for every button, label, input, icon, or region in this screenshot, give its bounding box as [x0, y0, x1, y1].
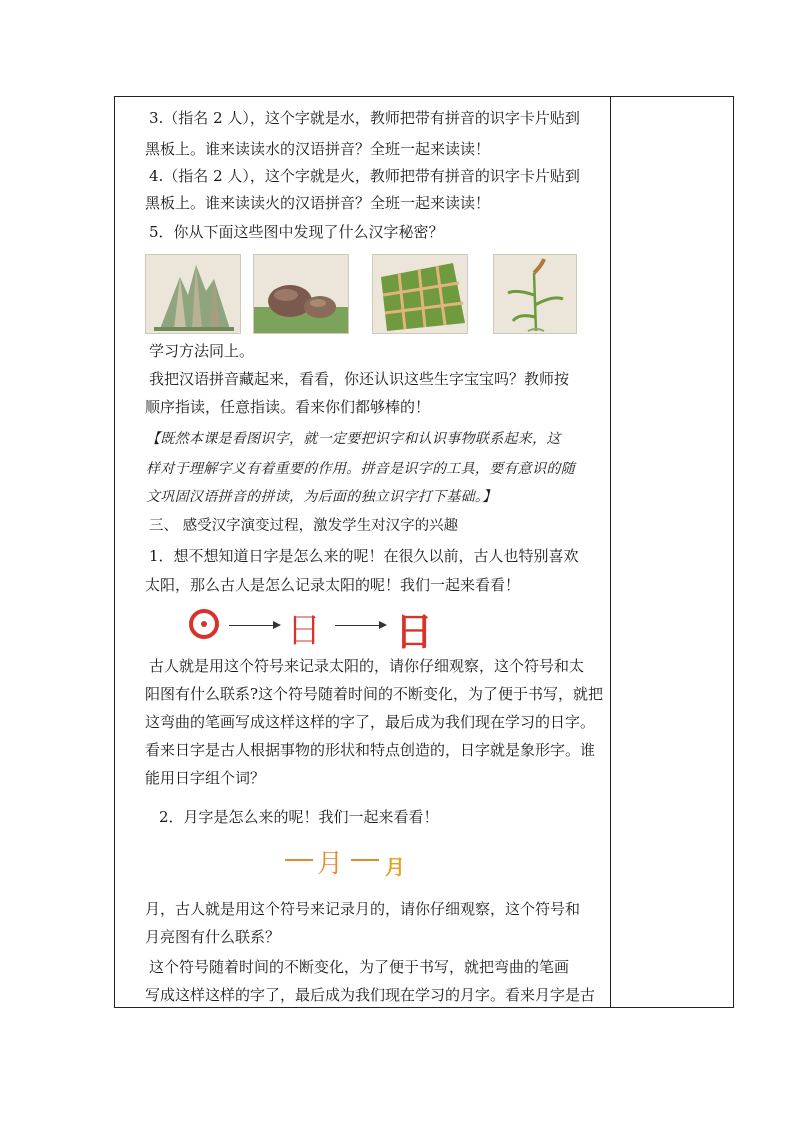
paragraph-4-line2: 黑板上。谁来读读火的汉语拼音？全班一起来读读！	[145, 194, 491, 212]
sun-observe-line2: 阳图有什么联系?这个符号随着时间的不断变化，为了便于书写，就把	[145, 685, 604, 703]
arrow-1	[229, 625, 275, 626]
grain-picture	[493, 254, 577, 334]
sun-modern-char: 日	[395, 610, 434, 654]
sun-observe-line1: 古人就是用这个符号来记录太阳的，请你仔细观察，这个符号和太	[149, 657, 585, 675]
section-3-heading: 三、 感受汉字演变过程，激发学生对汉字的兴趣	[149, 518, 459, 534]
lesson-content-column	[115, 97, 610, 1007]
arrow-2	[335, 625, 381, 626]
sun-pictograph-icon	[187, 607, 221, 641]
moon-dash-2	[351, 859, 379, 861]
moon-pictograph-icon	[245, 845, 275, 875]
sun-question-line1: 1．想不想知道日字是怎么来的呢！在很久以前，古人也特别喜欢	[149, 547, 579, 565]
hide-pinyin-line1: 我把汉语拼音藏起来，看看，你还认识这些生字宝宝吗？教师按	[149, 370, 570, 388]
sun-observe-line3: 这弯曲的笔画写成这样这样的字了，最后成为我们现在学习的日字。	[145, 713, 596, 731]
sun-observe-line5: 能用日字组个词？	[145, 769, 266, 787]
moon-change-line2: 写成这样这样的字了，最后成为我们现在学习的月字。看来月字是古	[145, 986, 596, 1004]
hide-pinyin-line2: 顺序指读，任意指读。看来你们都够棒的！	[145, 398, 431, 416]
teaching-note-line2: 样对于理解字义有着重要的作用。拼音是识字的工具，要有意识的随	[146, 461, 575, 477]
moon-question: 2．月字是怎么来的呢！我们一起来看看！	[159, 808, 439, 826]
paragraph-4-line1: 4.（指名 2 人），这个字就是火，教师把带有拼音的识字卡片贴到	[149, 167, 580, 185]
moon-modern-char: 月	[385, 855, 405, 879]
arrow-1-head	[273, 621, 281, 629]
moon-change-line1: 这个符号随着时间的不断变化，为了便于书写，就把弯曲的笔画	[149, 958, 570, 976]
method-same-line: 学习方法同上。	[149, 342, 255, 360]
teaching-note-line3: 文巩固汉语拼音的拼读，为后面的独立识字打下基础。】	[146, 489, 497, 505]
sun-seal-char: 日	[287, 611, 321, 651]
paragraph-3-line1: 3.（指名 2 人），这个字就是水，教师把带有拼音的识字卡片贴到	[149, 109, 580, 127]
teaching-note-line1: 【既然本课是看图识字，就一定要把识字和认识事物联系起来，这	[146, 431, 561, 447]
moon-observe-line1: 月，古人就是用这个符号来记录月的，请你仔细观察，这个符号和	[145, 900, 581, 918]
moon-evolution-row	[245, 841, 425, 881]
sun-observe-line4: 看来日字是古人根据事物的形状和特点创造的，日字就是象形字。谁	[145, 741, 596, 759]
stone-picture	[253, 254, 349, 334]
moon-seal-char: 月	[317, 849, 344, 879]
lesson-table	[114, 96, 734, 1008]
arrow-2-head	[379, 621, 387, 629]
paragraph-3-line2: 黑板上。谁来读读水的汉语拼音？全班一起来读读！	[145, 140, 491, 158]
mountain-picture	[145, 254, 241, 334]
moon-dash-1	[285, 859, 313, 861]
sun-question-line2: 太阳，那么古人是怎么记录太阳的呢！我们一起来看看！	[145, 576, 521, 594]
paragraph-5: 5．你从下面这些图中发现了什么汉字秘密？	[149, 223, 444, 241]
column-divider	[610, 97, 611, 1007]
sun-evolution-row	[187, 605, 467, 654]
field-picture	[372, 254, 468, 334]
moon-observe-line2: 月亮图有什么联系？	[145, 928, 281, 946]
